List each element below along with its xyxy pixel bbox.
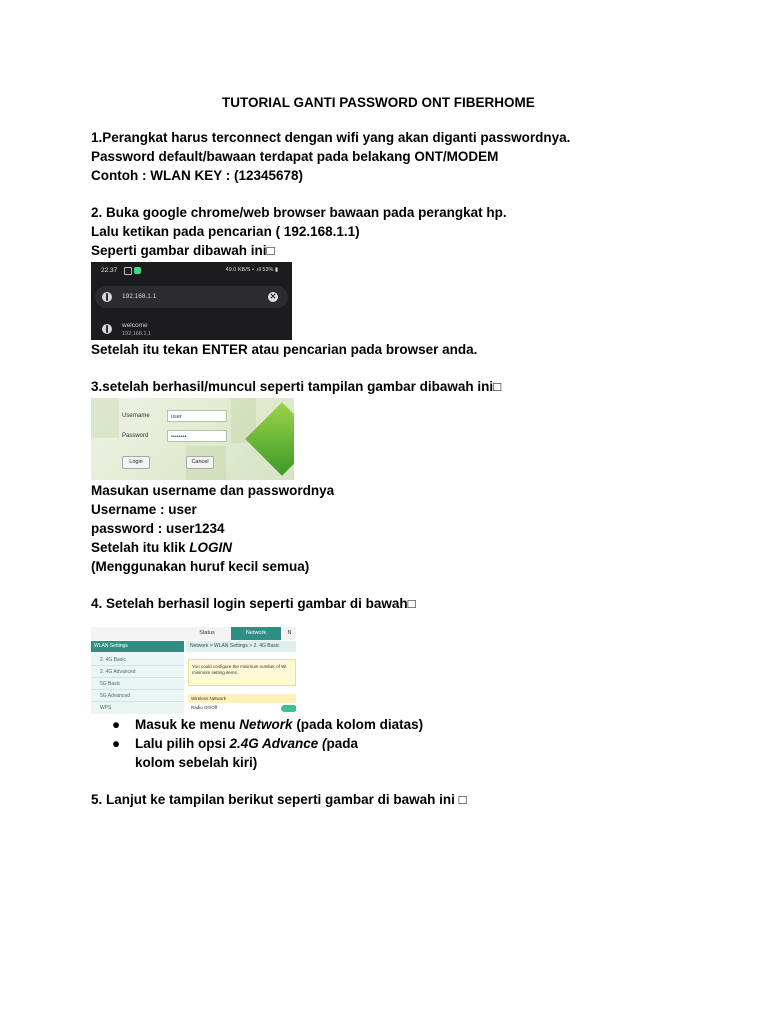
step3-line5-prefix: Setelah itu klik (91, 540, 190, 555)
step3-line6: (Menggunakan huruf kecil semua) (91, 559, 310, 574)
sidebar-item-5g-advanced[interactable]: 5G Advanced (100, 693, 131, 699)
radio-label: Radio On/Off (191, 705, 218, 710)
network-settings-screenshot (91, 627, 296, 714)
app-notification-icon (134, 267, 141, 274)
step2-line3: Seperti gambar dibawah ini□ (91, 243, 275, 258)
step3-line4: password : user1234 (91, 521, 225, 536)
top-tabs (91, 627, 296, 640)
suggestion-url: 192.168.1.1 (122, 331, 152, 337)
clear-icon[interactable]: ✕ (269, 292, 277, 301)
bullet-1 (135, 717, 423, 733)
step4-line1: 4. Setelah berhasil login seperti gambar di bawah□ (91, 596, 416, 611)
password-label: Password (122, 433, 149, 439)
document-title: TUTORIAL GANTI PASSWORD ONT FIBERHOME (222, 95, 535, 110)
tab-truncated[interactable]: N (287, 630, 292, 636)
address-url: 192.168.1.1 (122, 293, 157, 300)
step2-line1: 2. Buka google chrome/web browser bawaan pada perangkat hp. (91, 205, 507, 220)
info-note: You could configure the minimum number of Wi minimum setting items. (188, 659, 296, 686)
bullet-1-marker: ● (112, 717, 121, 732)
status-right: 49.0 KB/S • .ıll 53% ▮ (225, 267, 278, 273)
phone-status-bar (91, 262, 292, 280)
password-input[interactable]: •••••••• (167, 430, 227, 442)
step3-line5 (91, 540, 232, 556)
step3-line3: Username : user (91, 502, 197, 517)
step5-line1: 5. Lanjut ke tampilan berikut seperti gambar di bawah ini □ (91, 792, 467, 807)
tab-status[interactable]: Status (199, 630, 215, 636)
login-screenshot (91, 398, 294, 480)
step1-line1: 1.Perangkat harus terconnect dengan wifi yang akan diganti passwordnya. (91, 130, 571, 145)
bullet-1-suffix: (pada kolom diatas) (292, 717, 424, 732)
sidebar-item-24g-advanced[interactable]: 2. 4G Advanced (100, 669, 136, 675)
screenshot-icon (124, 267, 132, 275)
step2-line2: Lalu ketikan pada pencarian ( 192.168.1.1) (91, 224, 360, 239)
suggestion-title: welcome (122, 322, 148, 329)
sidebar-item-wps[interactable]: WPS (100, 705, 112, 711)
step2-after: Setelah itu tekan ENTER atau pencarian pada browser anda. (91, 342, 478, 357)
bullet-2-marker: ● (112, 736, 121, 751)
login-keyword: LOGIN (189, 540, 233, 555)
step3-line2: Masukan username dan passwordnya (91, 483, 335, 498)
bullet-2-continued: kolom sebelah kiri) (135, 755, 258, 770)
login-button[interactable]: Login (122, 456, 150, 469)
username-label: Username (122, 413, 150, 419)
globe-icon (102, 292, 112, 302)
address-bar[interactable] (95, 286, 288, 308)
bullet-2-prefix: Lalu pilih opsi (135, 736, 230, 751)
sidebar-header[interactable]: WLAN Settings (91, 641, 184, 652)
sidebar-item-24g-basic[interactable]: 2. 4G Basic (100, 657, 126, 663)
globe-icon (102, 324, 112, 334)
status-time: 22.37 (101, 267, 118, 274)
browser-screenshot (91, 262, 292, 340)
network-keyword: Network (239, 717, 293, 732)
bullet-2-suffix: pada (326, 736, 359, 751)
username-input[interactable]: user (167, 410, 227, 422)
tab-network[interactable]: Network (231, 627, 281, 640)
step1-line3: Contoh : WLAN KEY : (12345678) (91, 168, 304, 183)
wireless-network-label: Wireless Network (188, 694, 296, 703)
breadcrumb: Network > WLAN Settings > 2. 4G Basic (186, 641, 296, 652)
bullet-2 (135, 736, 358, 752)
advance-keyword: 2.4G Advance ( (229, 736, 327, 751)
bullet-1-prefix: Masuk ke menu (135, 717, 240, 732)
wlan-sidebar (91, 641, 184, 714)
sidebar-item-5g-basic[interactable]: 5G Basic (100, 681, 121, 687)
step1-line2: Password default/bawaan terdapat pada belakang ONT/MODEM (91, 149, 499, 164)
cancel-button[interactable]: Cancel (186, 456, 214, 469)
step3-line1: 3.setelah berhasil/muncul seperti tampilan gambar dibawah ini□ (91, 379, 502, 394)
radio-toggle[interactable] (281, 705, 296, 712)
